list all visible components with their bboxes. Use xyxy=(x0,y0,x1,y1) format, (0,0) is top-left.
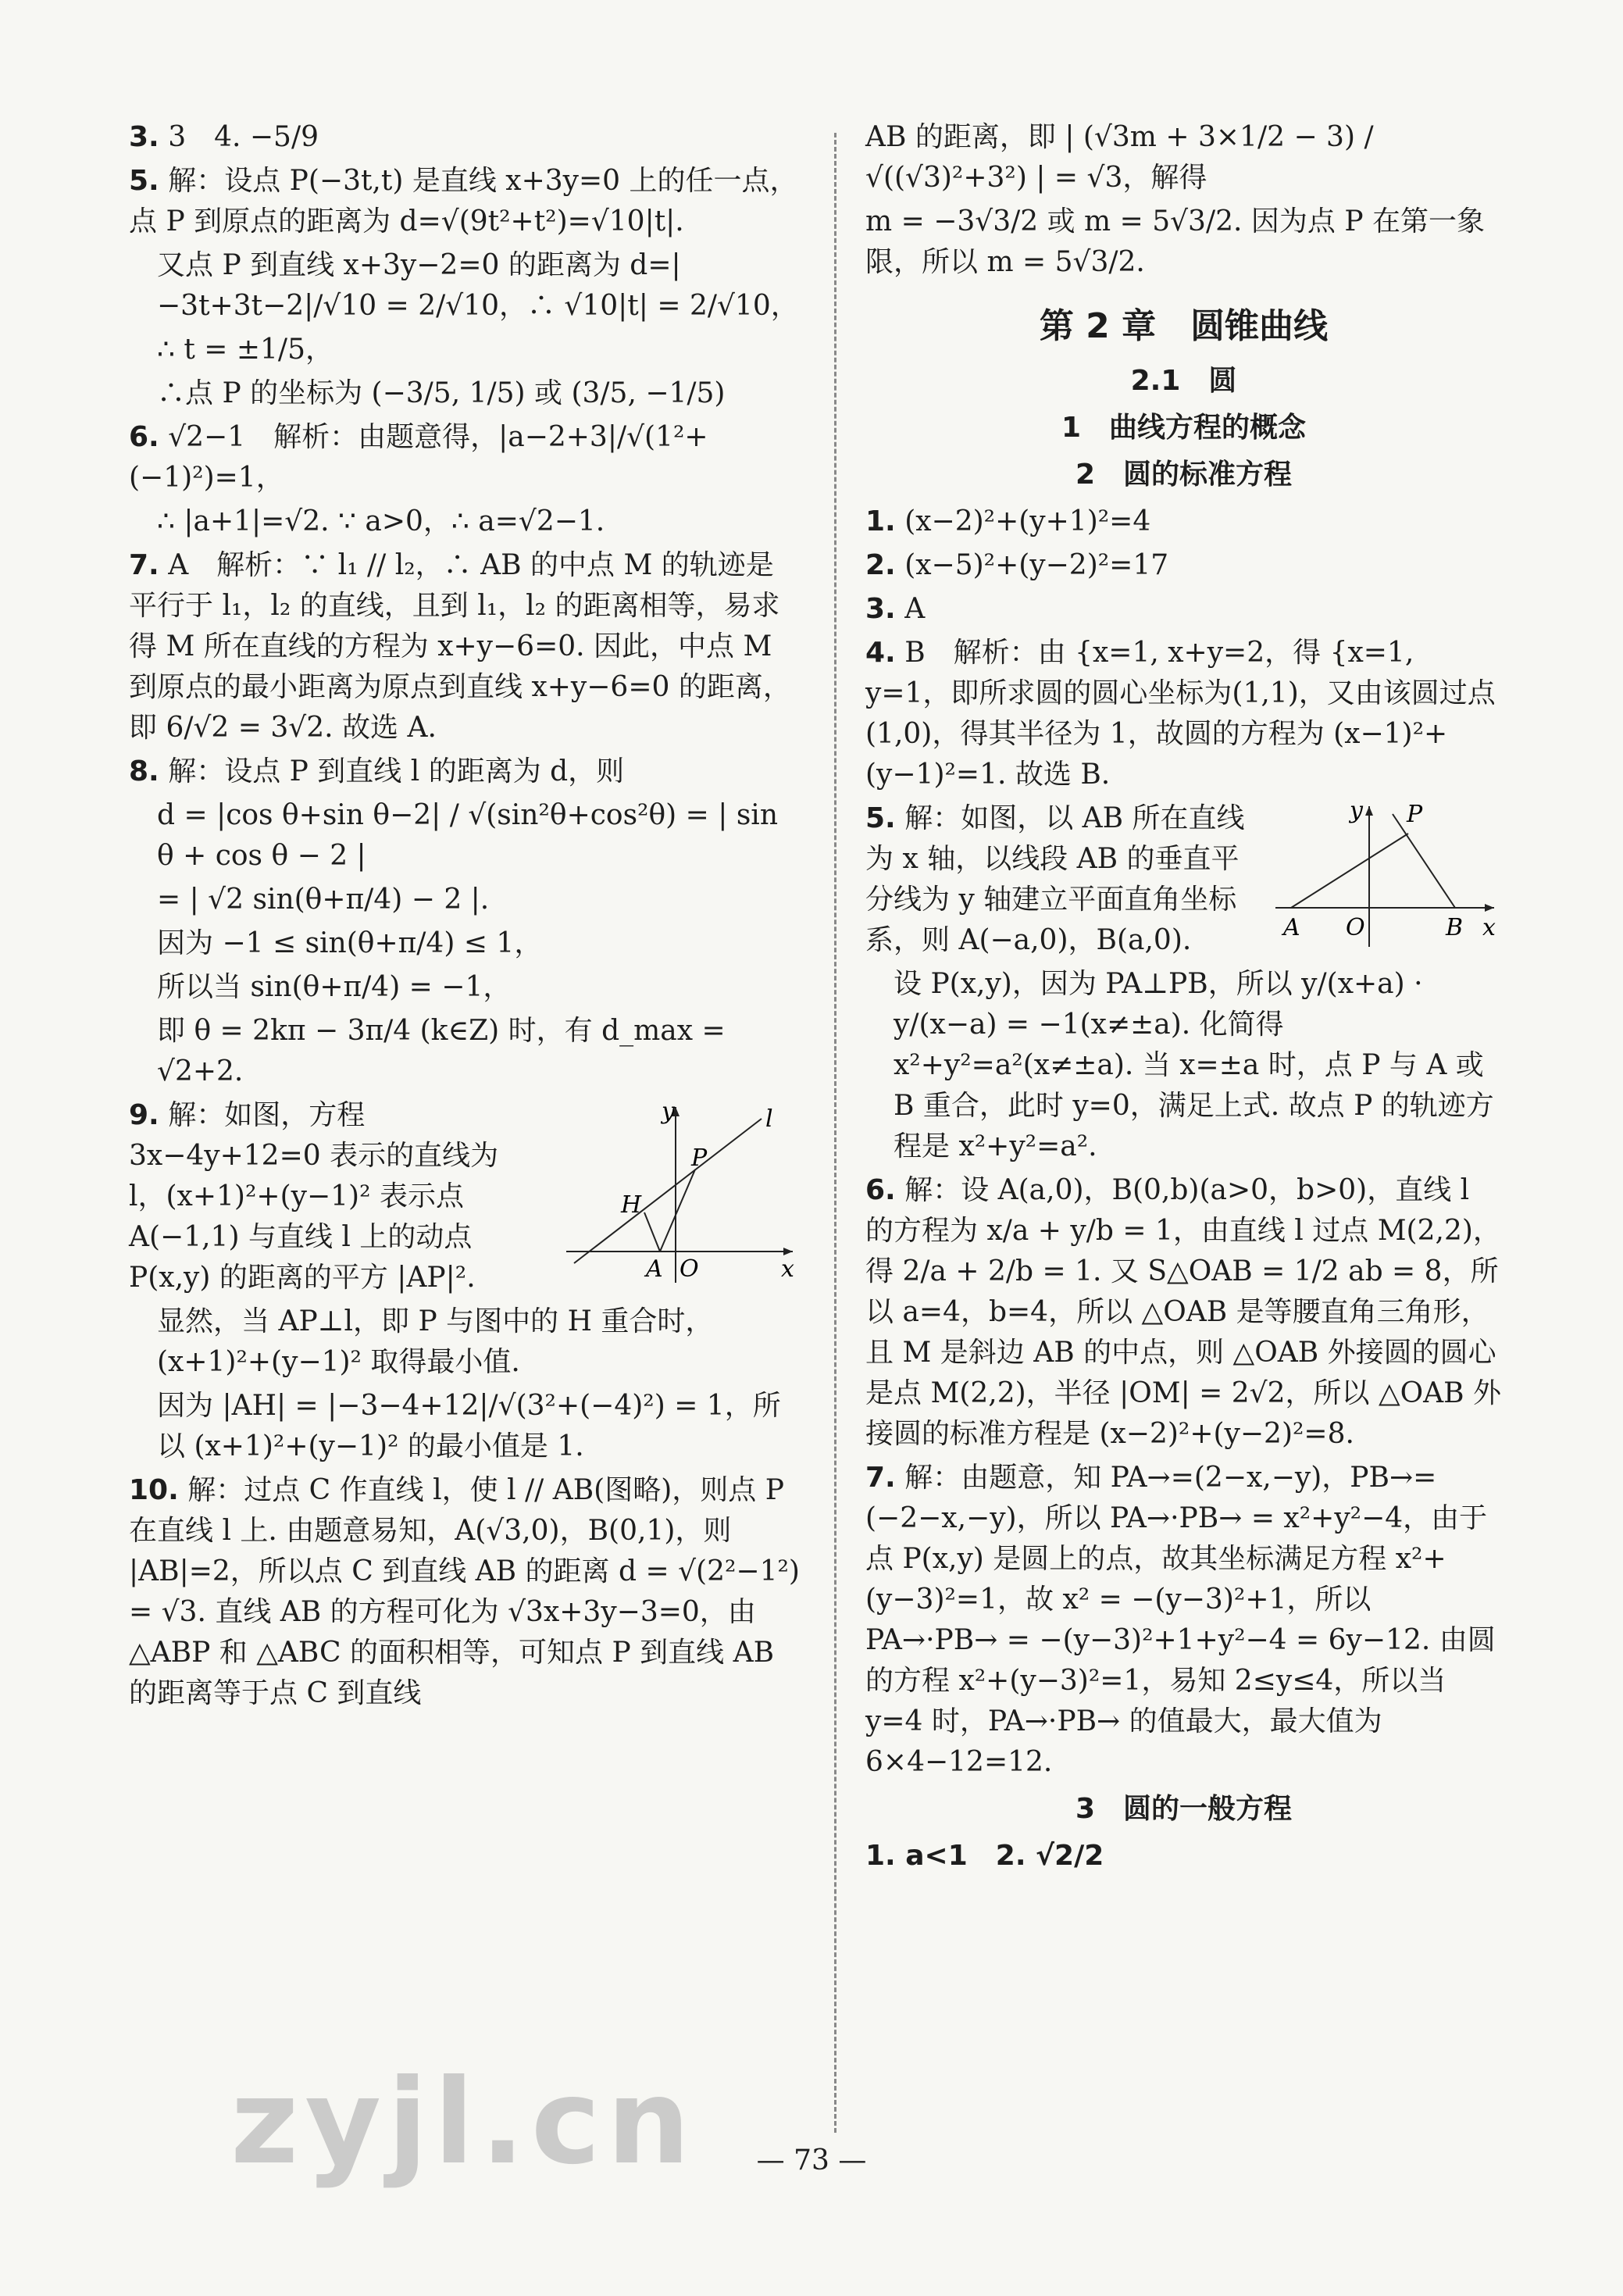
circle-answer-7: 7. 解：由题意，知 PA→=(2−x,−y)，PB→=(−2−x,−y)，所以 PA→·PB→ = x²+y²−4，由于点 P(x,y) 是圆上的点，故其坐标满足方程 x²+(y−3)²=1，故 x² = −(y−3)²+1，所以 PA→·PB→ = −(y−3)²+1+y²−4 = 6y−12. 由圆的方程 x²+(y−3)²=1，易知 2≤y≤4，所以当 y=4 时，PA→·PB→ 的值最大，最大值为 6×4−12=12. xyxy=(865,1462,1496,1778)
answer-8-d: d = |cos θ+sin θ−2| / √(sin²θ+cos²θ) = | sin θ + cos θ − 2 | xyxy=(157,799,779,872)
answer-5-coord: ∴点 P 的坐标为 (−3/5, 1/5) 或 (3/5, −1/5) xyxy=(157,377,726,409)
right-column xyxy=(865,117,1502,1880)
answer-6: 6. √2−1 解析：由题意得，|a−2+3|/√(1²+(−1)²)=1， xyxy=(129,421,708,494)
answer-8-eq: = | √2 sin(θ+π/4) − 2 |. xyxy=(157,884,490,916)
circle-answer-5-cont: 设 P(x,y)，因为 PA⊥PB，所以 y/(x+a) · y/(x−a) = −1(x≠±a). 化简得 x²+y²=a²(x≠±a). 当 x=±a 时，点 P 与 A 或 B 重合，此时 y=0，满足上式. 故点 P 的轨迹方程是 x²+y²=a². xyxy=(894,968,1494,1162)
fig5-label-B: B xyxy=(1446,914,1464,941)
section-title: 2.1 圆 xyxy=(1130,365,1237,397)
circle-answer-2: 2. (x−5)²+(y−2)²=17 xyxy=(865,549,1169,581)
circle-answer-1: 1. (x−2)²+(y+1)²=4 xyxy=(865,505,1151,537)
fig9-label-l: l xyxy=(765,1105,773,1133)
answer-8-max: 即 θ = 2kπ − 3π/4 (k∈Z) 时，有 d_max = √2+2. xyxy=(157,1015,726,1087)
answer-10: 10. 解：过点 C 作直线 l，使 l // AB(图略)，则点 P 在直线 l 上. 由题意易知，A(√3,0)，B(0,1)，则 |AB|=2，所以点 C 到直线 AB 的距离 d = √(2²−1²) = √3. 直线 AB 的方程可化为 √3x+3y−3=0，由 △ABP 和 △ABC 的面积相等，可知点 P 到直线 AB 的距离等于点 C 到直线 xyxy=(129,1474,800,1709)
answer-10-cont-1: AB 的距离，即 | (√3m + 3×1/2 − 3) / √((√3)²+3²) | = √3，解得 xyxy=(865,121,1374,194)
figure-9-graph xyxy=(558,1095,801,1291)
answer-3-4: 3. 3 4. −5/9 xyxy=(129,121,319,153)
subsection-2: 2 圆的标准方程 xyxy=(1075,459,1293,491)
circle-answer-5: y P A O B x 5. 解：如图，以 AB 所在直线为 x 轴，以线段 AB 的垂直平分线为 y 轴建立平面直角坐标系，则 A(−a,0)，B(a,0). xyxy=(865,798,1502,961)
subsection-1: 1 曲线方程的概念 xyxy=(1061,412,1307,444)
left-column xyxy=(129,117,801,1717)
circle-answer-4: 4. B 解析：由 {x=1, x+y=2，得 {x=1, y=1，即所求圆的圆心坐标为(1,1)，又由该圆过点(1,0)，得其半径为 1，故圆的方程为 (x−1)²+(y−1)²=1. 故选 B. xyxy=(865,637,1496,791)
fig9-label-H: H xyxy=(621,1191,642,1219)
fig9-label-A: A xyxy=(646,1255,663,1283)
fig9-label-y: y xyxy=(662,1098,675,1125)
answer-9-cont: 显然，当 AP⊥l，即 P 与图中的 H 重合时，(x+1)²+(y−1)² 取得最小值. xyxy=(157,1305,714,1378)
answer-8: 8. 解：设点 P 到直线 l 的距离为 d，则 xyxy=(129,755,625,787)
answer-10-cont-2: m = −3√3/2 或 m = 5√3/2. 因为点 P 在第一象限，所以 m = 5√3/2. xyxy=(865,205,1485,278)
circle-answer-3: 3. A xyxy=(865,593,926,625)
circle-answer-6: 6. 解：设 A(a,0)，B(0,b)(a>0，b>0)，直线 l 的方程为 x/a + y/b = 1，由直线 l 过点 M(2,2)，得 2/a + 2/b = 1. 又 S△OAB = 1/2 ab = 8，所以 a=4，b=4，所以 △OAB 是等腰直角三角形，且 M 是斜边 AB 的中点，则 △OAB 外接圆的圆心是点 M(2,2)，半径 |OM| = 2√2，所以 △OAB 外接圆的标准方程是 (x−2)²+(y−2)²=8. xyxy=(865,1174,1502,1450)
answer-5-t: ∴ t = ±1/5， xyxy=(157,334,334,366)
answer-5: 5. 解：设点 P(−3t,t) 是直线 x+3y=0 上的任一点，点 P 到原点的距离为 d=√(9t²+t²)=√10|t|. xyxy=(129,165,798,237)
answer-7: 7. A 解析：∵ l₁ // l₂，∴ AB 的中点 M 的轨迹是平行于 l₁，l₂ 的直线，且到 l₁，l₂ 的距离相等，易求得 M 所在直线的方程为 x+y−6=0. 因此，中点 M 到原点的最小距离为原点到直线 x+y−6=0 的距离，即 6/√2 = 3√2. 故选 A. xyxy=(129,549,791,744)
fig5-label-y: y xyxy=(1350,798,1363,824)
fig5-label-A: A xyxy=(1283,914,1300,941)
subsection-3: 3 圆的一般方程 xyxy=(1075,1793,1293,1825)
fig9-label-x: x xyxy=(781,1255,794,1283)
answer-9: y l P H A O x 9. 解：如图，方程 3x−4y+12=0 表示的直线为 l，(x+1)²+(y−1)² 表示点 A(−1,1) 与直线 l 上的动点 P(x,y) 的距离的平方 |AP|². xyxy=(129,1095,801,1298)
chapter-title: 第 2 章 圆锥曲线 xyxy=(1039,306,1329,346)
fig9-label-P: P xyxy=(691,1144,708,1172)
watermark-logo: zyjl.cn xyxy=(230,2055,697,2191)
answer-5-cont: 又点 P 到直线 x+3y−2=0 的距离为 d=|−3t+3t−2|/√10 = 2/√10，∴ √10|t| = 2/√10， xyxy=(157,249,799,322)
answer-6-cont: ∴ |a+1|=√2. ∵ a>0，∴ a=√2−1. xyxy=(157,505,605,537)
answer-8-when: 所以当 sin(θ+π/4) = −1， xyxy=(157,971,512,1003)
fig5-label-O: O xyxy=(1346,914,1365,941)
fig9-label-O: O xyxy=(680,1255,699,1283)
page-number: — 73 — xyxy=(756,2144,867,2176)
answer-8-range: 因为 −1 ≤ sin(θ+π/4) ≤ 1， xyxy=(157,927,543,959)
figure-5-graph xyxy=(1268,798,1502,955)
fig5-label-P: P xyxy=(1407,801,1423,828)
answer-9-min: 因为 |AH| = |−3−4+12|/√(3²+(−4)²) = 1，所以 (x+1)²+(y−1)² 的最小值是 1. xyxy=(157,1390,781,1462)
general-answer-1-2: 1. a<1 2. √2/2 xyxy=(865,1840,1104,1872)
column-divider xyxy=(834,133,836,2133)
fig5-label-x: x xyxy=(1482,914,1496,941)
